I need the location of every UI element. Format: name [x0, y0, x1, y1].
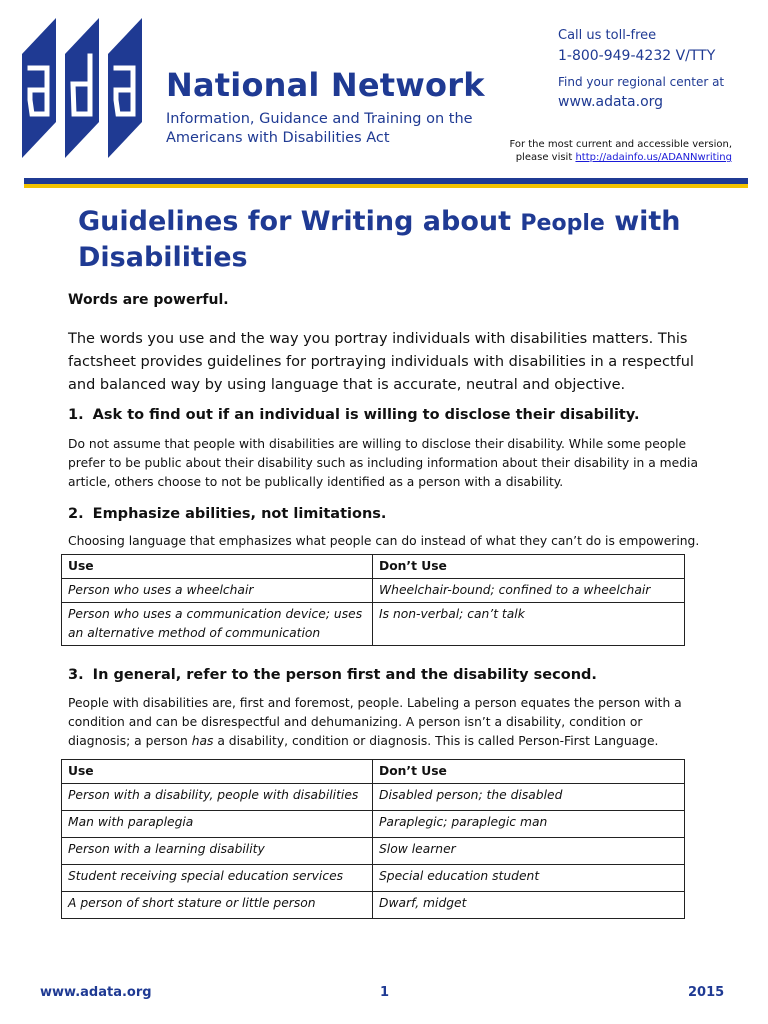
table-row: [62, 784, 685, 811]
cell-dont-use: Slow learner: [373, 838, 685, 865]
column-header-use: Use: [62, 555, 373, 579]
cell-use: Student receiving special education services: [62, 865, 373, 892]
cell-use: Person who uses a communication device; uses an alternative method of communication: [62, 603, 373, 646]
cell-dont-use: Is non-verbal; can’t talk: [373, 603, 685, 646]
table-header-row: [62, 555, 685, 579]
table-person-first: [61, 759, 685, 919]
section-heading-text: Ask to find out if an individual is willing to disclose their disability.: [92, 407, 640, 423]
cell-dont-use: Special education student: [373, 865, 685, 892]
visit-note: [480, 138, 732, 164]
contact-block: [558, 26, 724, 112]
title-part2: People: [520, 211, 605, 236]
section-heading-text: In general, refer to the person first and the disability second.: [92, 667, 597, 683]
section-number: 2.: [68, 506, 84, 522]
visit-text: For the most current and accessible version, please visit: [509, 139, 732, 163]
phone-number: 1-800-949-4232 V/TTY: [558, 48, 716, 64]
title-part3: with Disabilities: [78, 206, 681, 273]
paragraph-emphasis: has: [191, 734, 214, 748]
column-header-dont-use: Don’t Use: [373, 555, 685, 579]
lead-text: Words are powerful.: [68, 292, 229, 308]
find-label: Find your regional center at: [558, 75, 725, 89]
cell-use: A person of short stature or little person: [62, 892, 373, 919]
network-title: National Network: [166, 66, 485, 104]
table-row: [62, 838, 685, 865]
ada-logo: [22, 18, 150, 158]
footer-page-number: 1: [380, 985, 390, 1000]
table-header-row: [62, 760, 685, 784]
cell-use: Person with a learning disability: [62, 838, 373, 865]
column-header-dont-use: Don’t Use: [373, 760, 685, 784]
section-3-paragraph: [68, 694, 708, 751]
visit-link[interactable]: http://adainfo.us/ADANNwriting: [575, 152, 732, 163]
table-abilities: [61, 554, 685, 646]
header-rule-gold: [24, 184, 748, 188]
table-row: [62, 603, 685, 646]
section-number: 3.: [68, 667, 84, 683]
cell-use: Person with a disability, people with disabilities: [62, 784, 373, 811]
section-3-heading: [68, 667, 597, 683]
section-heading-text: Emphasize abilities, not limitations.: [92, 506, 387, 522]
table-row: [62, 892, 685, 919]
section-number: 1.: [68, 407, 84, 423]
table-row: [62, 579, 685, 603]
page-title: [78, 205, 718, 275]
paragraph-part-a: People with disabilities are, first and foremost, people. Labeling a person equates the person with a condition and can be disrespectful and dehumanizing. A person isn’t a disability, condition or diagnosis; a person: [68, 696, 682, 748]
column-header-use: Use: [62, 760, 373, 784]
network-subtitle: Information, Guidance and Training on the Americans with Disabilities Act: [166, 111, 473, 146]
cell-dont-use: Disabled person; the disabled: [373, 784, 685, 811]
table-row: [62, 865, 685, 892]
cell-use: Person who uses a wheelchair: [62, 579, 373, 603]
section-1-paragraph: Do not assume that people with disabilities are willing to disclose their disability. While some people prefer to be public about their disability such as including information about their disability in a media article, others choose to not be publically identified as a person with a disability.: [68, 437, 698, 489]
section-1-heading: [68, 407, 639, 423]
cell-dont-use: Paraplegic; paraplegic man: [373, 811, 685, 838]
cell-dont-use: Wheelchair-bound; confined to a wheelchair: [373, 579, 685, 603]
cell-use: Man with paraplegia: [62, 811, 373, 838]
paragraph-part-b: a disability, condition or diagnosis. This is called Person-First Language.: [217, 734, 659, 748]
footer-website[interactable]: www.adata.org: [40, 985, 152, 1000]
footer-year: 2015: [688, 985, 725, 1000]
call-label: Call us toll-free: [558, 28, 657, 43]
section-2-paragraph: Choosing language that emphasizes what people can do instead of what they can’t do is empowering.: [68, 534, 700, 548]
section-2-heading: [68, 506, 386, 522]
contact-website[interactable]: www.adata.org: [558, 94, 664, 110]
cell-dont-use: Dwarf, midget: [373, 892, 685, 919]
table-row: [62, 811, 685, 838]
title-part1: Guidelines for Writing about: [78, 206, 512, 237]
intro-paragraph: The words you use and the way you portray individuals with disabilities matters. This factsheet provides guidelines for portraying individuals with disabilities in a respectful and balanced way by using language that is accurate, neutral and objective.: [68, 331, 694, 393]
